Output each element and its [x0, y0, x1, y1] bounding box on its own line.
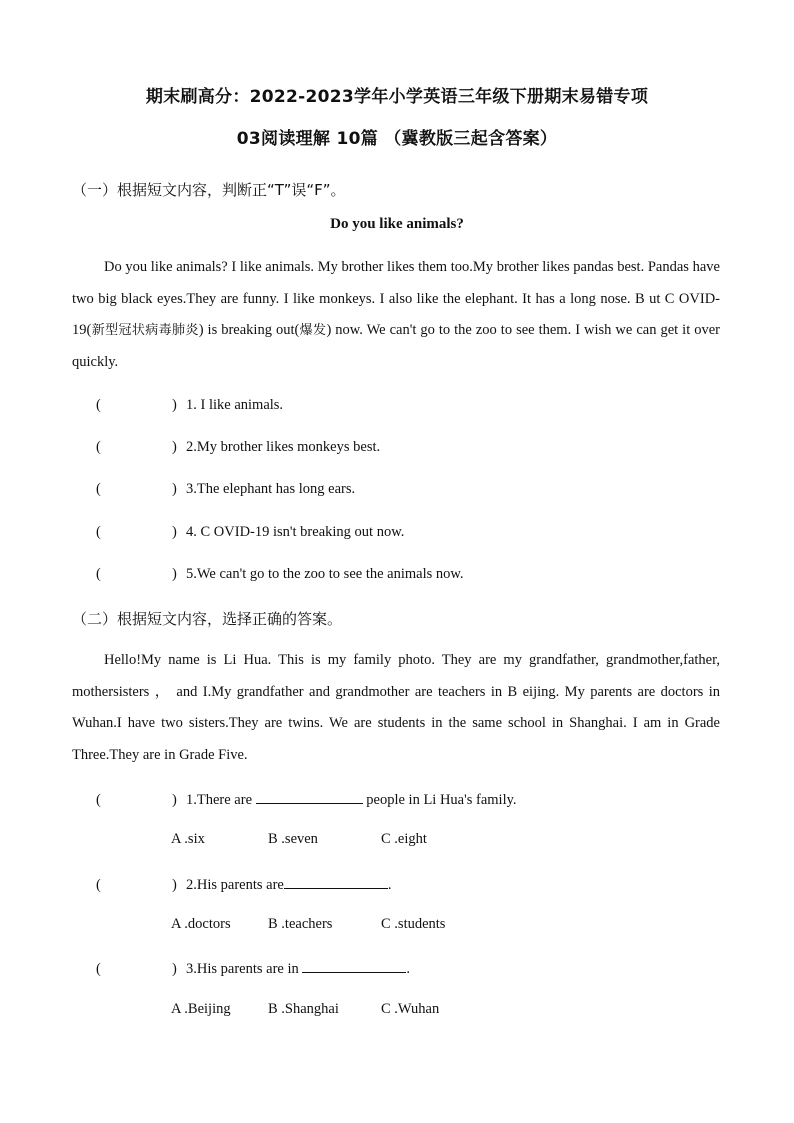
- mc-question-2-options: [171, 916, 445, 933]
- option-b[interactable]: B .seven: [268, 831, 318, 847]
- passage-1-text-part-3: ) now. We can't go to the zoo to see them. I wish we can get it over quickly.: [72, 322, 720, 370]
- option-a[interactable]: A .Beijing: [171, 1001, 231, 1017]
- answer-paren-close: ): [172, 481, 177, 497]
- answer-paren-close: ): [172, 877, 177, 893]
- question-text: 4. C OVID-19 isn't breaking out now.: [186, 524, 405, 540]
- document-title-line-2: 03阅读理解 10篇 （冀教版三起含答案）: [236, 129, 558, 149]
- passage-1-text: [72, 252, 720, 378]
- question-text: 5.We can't go to the zoo to see the animals now.: [186, 566, 464, 582]
- answer-paren-close: ): [172, 524, 177, 540]
- tf-question-5: [96, 566, 464, 583]
- section-1-heading: （一）根据短文内容，判断正“T”误“F”。: [72, 181, 346, 199]
- option-c[interactable]: C .eight: [381, 831, 427, 847]
- question-text: 3.The elephant has long ears.: [186, 481, 356, 497]
- mc-question-1: [96, 789, 517, 809]
- question-text-after: people in Li Hua's family.: [362, 792, 517, 808]
- answer-paren-open[interactable]: (: [96, 439, 101, 455]
- passage-1-title: Do you like animals?: [330, 216, 464, 232]
- document-title-line-1: 期末刷高分：2022-2023学年小学英语三年级下册期末易错专项: [145, 87, 649, 107]
- answer-paren-close: ): [172, 397, 177, 413]
- question-text-after: .: [406, 961, 410, 977]
- question-text: 1. I like animals.: [186, 397, 284, 413]
- tf-question-2: [96, 439, 380, 456]
- mc-question-3-options: [171, 1001, 439, 1018]
- passage-1-text-part-2: ) is breaking out(: [198, 322, 300, 338]
- question-text-before: 3.His parents are in: [186, 961, 303, 977]
- answer-paren-close: ): [172, 792, 177, 808]
- passage-1-text-part-1: Do you like animals? I like animals. My brother likes them too.My brother likes pandas best. Pandas have two big black eyes.They are funny. I like monkeys. I also like the elephant. It has a long nose. B ut C OVID-19(: [72, 259, 720, 338]
- option-b[interactable]: B .teachers: [268, 916, 333, 932]
- mc-question-2: [96, 874, 391, 894]
- answer-paren-open[interactable]: (: [96, 397, 101, 413]
- option-a[interactable]: A .doctors: [171, 916, 231, 932]
- answer-blank[interactable]: [302, 958, 406, 973]
- answer-paren-close: ): [172, 566, 177, 582]
- answer-paren-open[interactable]: (: [96, 566, 101, 582]
- passage-2-text: Hello!My name is Li Hua. This is my family photo. They are my grandfather, grandmother,father, mothersisters ， and I.My grandfather and grandmother are teachers in B eijing. My parents are doctors in Wuhan.I have two sisters.They are twins. We are students in the same school in Shanghai. I am in Grade Three.They are in Grade Five.: [72, 652, 720, 763]
- answer-paren-open[interactable]: (: [96, 961, 101, 977]
- question-text-before: 2.His parents are: [186, 877, 284, 893]
- option-b[interactable]: B .Shanghai: [268, 1001, 339, 1017]
- tf-question-4: [96, 524, 404, 541]
- question-text-after: .: [387, 877, 392, 893]
- question-text-before: 1.There are: [186, 792, 256, 808]
- option-a[interactable]: A .six: [171, 831, 205, 847]
- answer-blank[interactable]: [284, 874, 388, 889]
- answer-paren-open[interactable]: (: [96, 792, 101, 808]
- tf-question-1: [96, 397, 283, 414]
- answer-paren-open[interactable]: (: [96, 877, 101, 893]
- question-text: 2.My brother likes monkeys best.: [186, 439, 381, 455]
- mc-question-1-options: [171, 831, 427, 848]
- answer-paren-open[interactable]: (: [96, 481, 101, 497]
- answer-blank[interactable]: [256, 789, 363, 804]
- passage-1-text-cjk-2: 爆发: [299, 323, 327, 338]
- answer-paren-close: ): [172, 439, 177, 455]
- tf-question-3: [96, 481, 355, 498]
- mc-question-3: [96, 958, 410, 978]
- section-2-heading: （二）根据短文内容，选择正确的答案。: [72, 610, 343, 628]
- answer-paren-close: ): [172, 961, 177, 977]
- option-c[interactable]: C .Wuhan: [381, 1001, 440, 1017]
- answer-paren-open[interactable]: (: [96, 524, 101, 540]
- option-c[interactable]: C .students: [381, 916, 446, 932]
- passage-1-text-cjk-1: 新型冠状病毒肺炎: [91, 323, 199, 338]
